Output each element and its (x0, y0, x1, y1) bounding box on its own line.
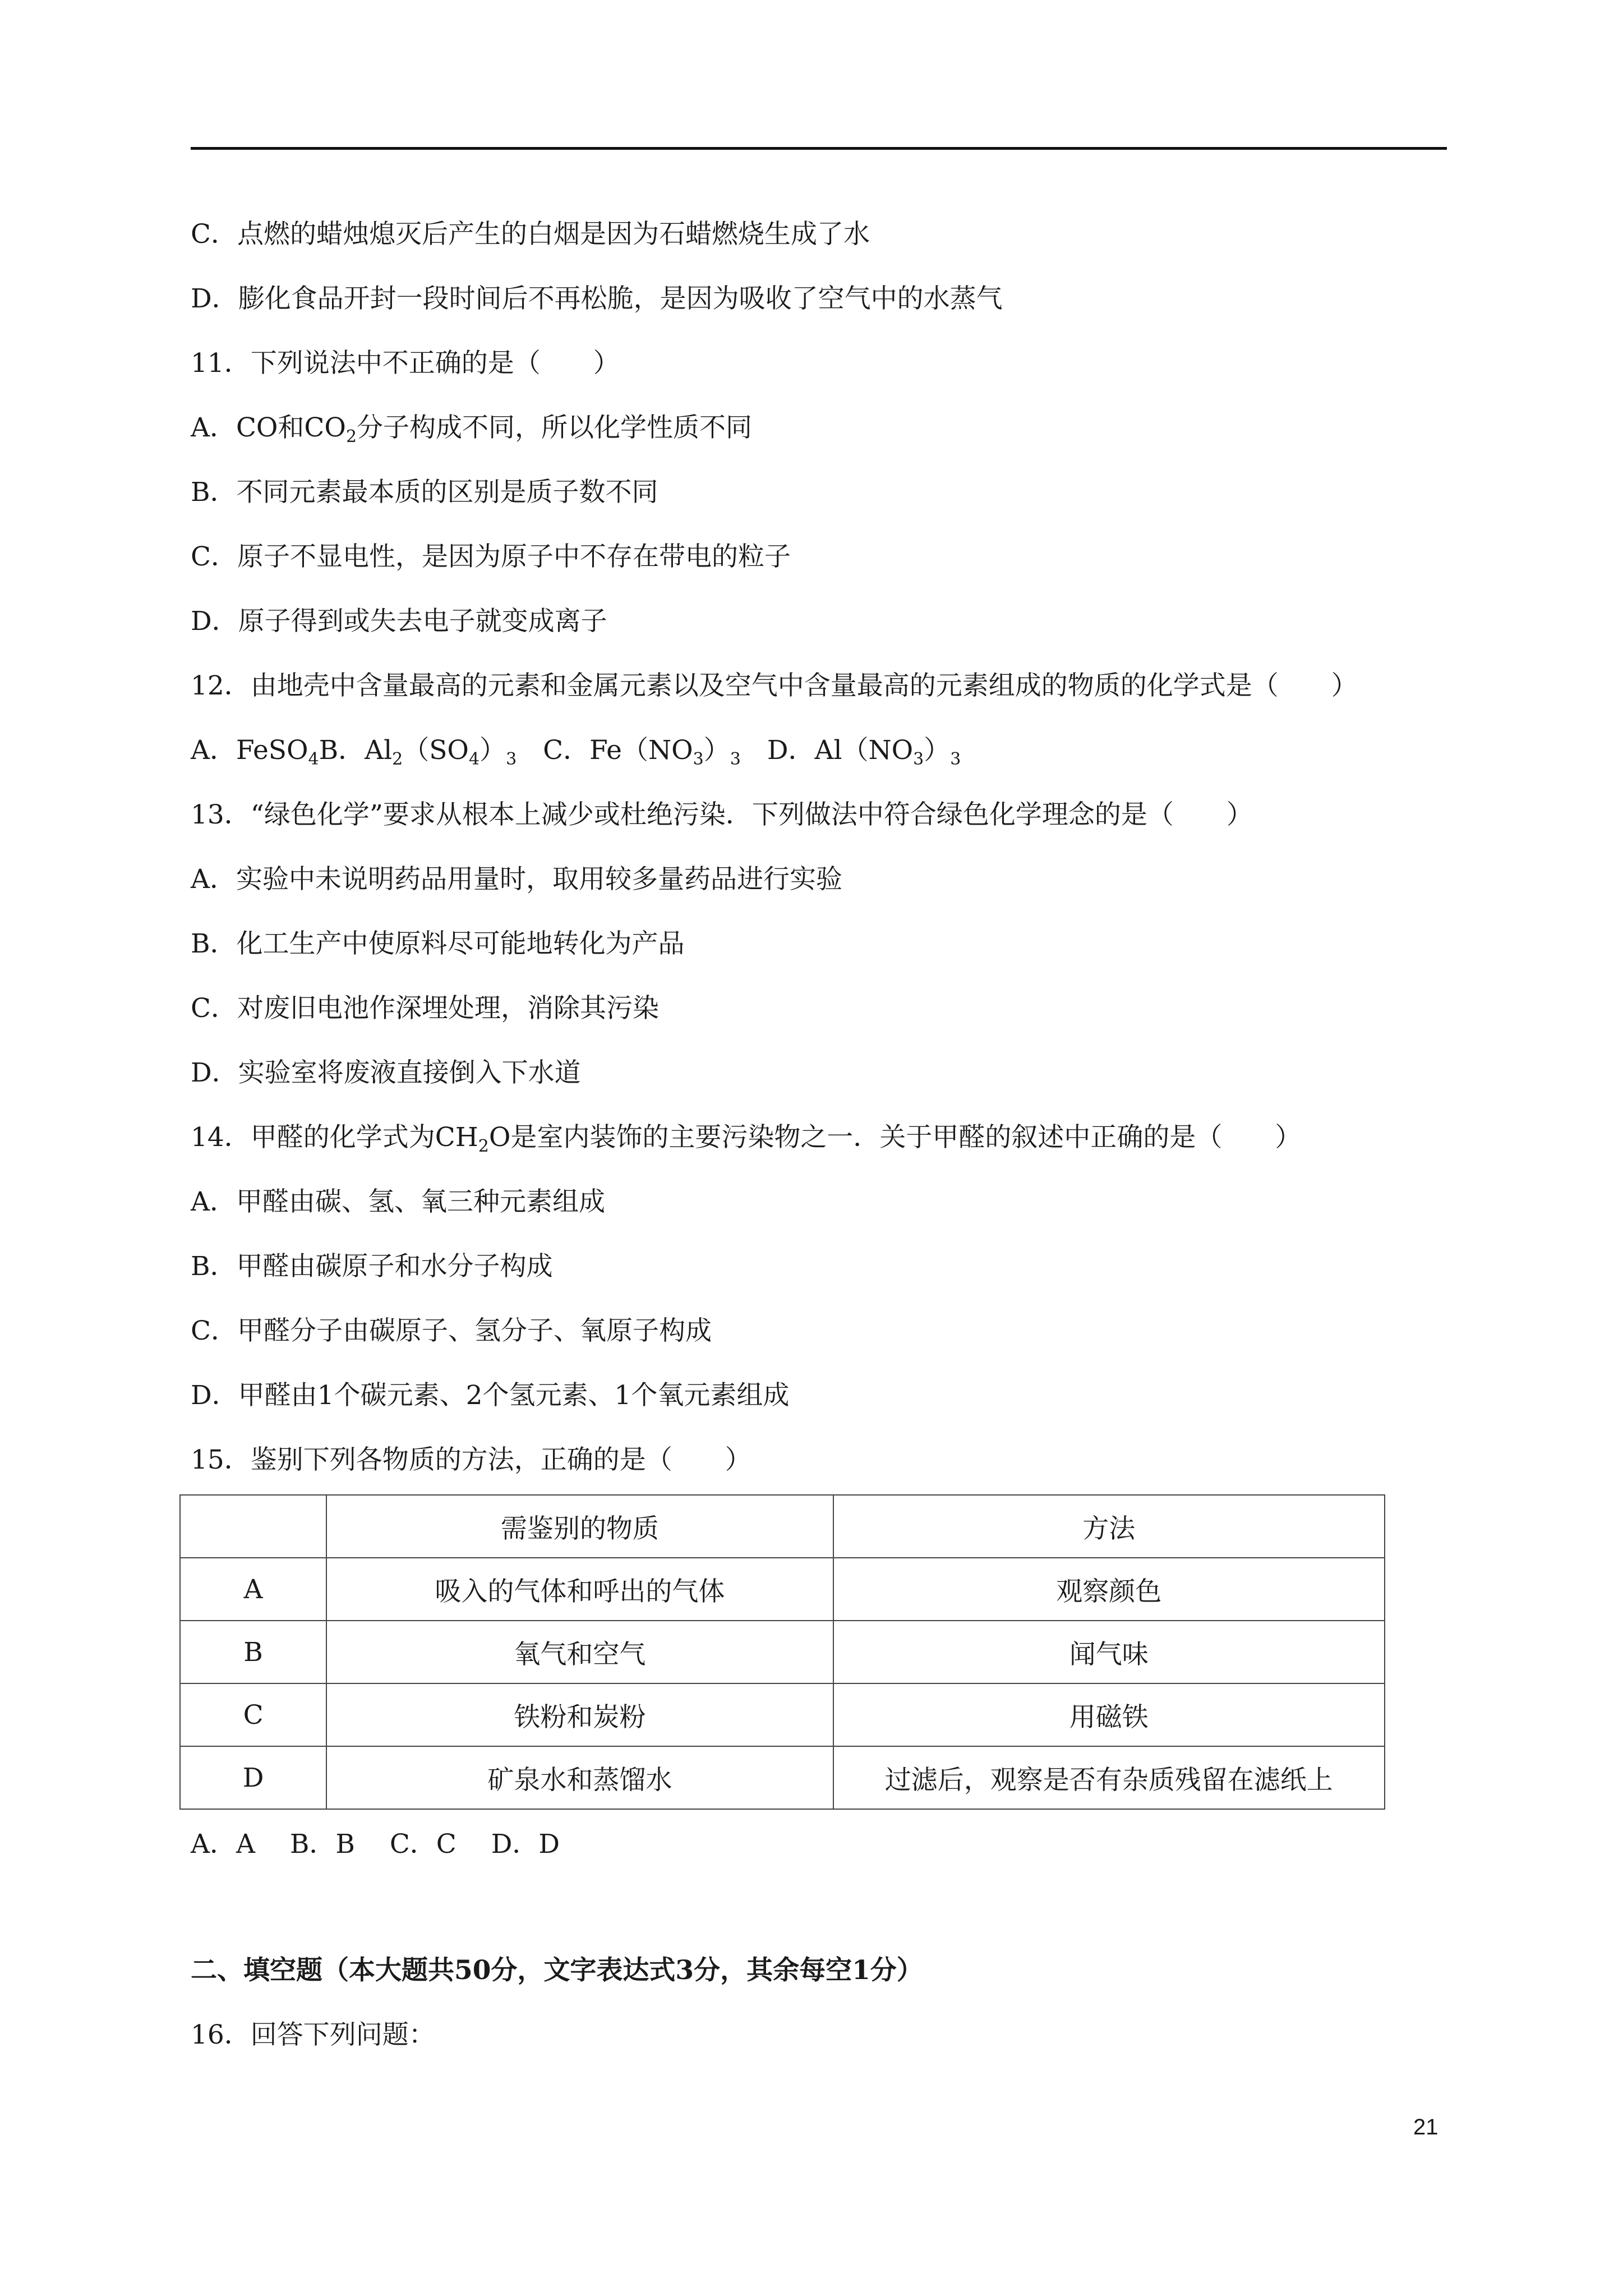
table-cell-substances: 氧气和空气 (326, 1621, 833, 1683)
table-cell-label: D (180, 1746, 326, 1809)
table-header-row (180, 1495, 1385, 1558)
question-14-option-c: C．甲醛分子由碳原子、氢分子、氧原子构成 (191, 1315, 712, 1346)
question-15-options: A．A B．B C．C D．D (191, 1829, 560, 1860)
table-row (180, 1558, 1385, 1621)
question-14-stem: 14．甲醛的化学式为$CH_2O$是室内装饰的主要污染物之一．关于甲醛的叙述中正确的是（ ） (191, 1122, 1302, 1156)
table-cell-method: 用磁铁 (833, 1683, 1385, 1746)
table-cell-substances: 矿泉水和蒸馏水 (326, 1746, 833, 1809)
section-2-heading: 二、填空题（本大题共50分，文字表达式3分，其余每空1分） (191, 1955, 923, 1986)
question-10-option-d: D．膨化食品开封一段时间后不再松脆，是因为吸收了空气中的水蒸气 (191, 283, 1003, 314)
question-13-option-c: C．对废旧电池作深埋处理，消除其污染 (191, 993, 659, 1024)
question-16-stem: 16．回答下列问题： (191, 2019, 435, 2050)
question-12-options: A．FeSO$_4$B．$Al_2(SO_4)_3$ C．$Fe(NO_3)_3$ D．$Al(NO_3)_3$ (191, 735, 961, 769)
question-13-option-a: A．实验中未说明药品用量时，取用较多量药品进行实验 (191, 864, 842, 895)
question-14-option-a: A．甲醛由碳、氢、氧三种元素组成 (191, 1186, 605, 1217)
header-rule (191, 147, 1447, 150)
question-11-option-c: C．原子不显电性，是因为原子中不存在带电的粒子 (191, 541, 791, 572)
table-row (180, 1683, 1385, 1746)
table-cell-substances: 吸入的气体和呼出的气体 (326, 1558, 833, 1621)
table-row (180, 1621, 1385, 1683)
table-cell-method: 观察颜色 (833, 1558, 1385, 1621)
question-13-option-b: B．化工生产中使原料尽可能地转化为产品 (191, 928, 685, 959)
table-cell-label: A (180, 1558, 326, 1621)
page-number: 21 (1413, 2115, 1438, 2139)
question-11-option-a: A．CO和$CO_2$分子构成不同，所以化学性质不同 (191, 412, 753, 447)
question-11-option-b: B．不同元素最本质的区别是质子数不同 (191, 477, 658, 508)
table-header-cell (180, 1495, 326, 1558)
table-header-cell: 需鉴别的物质 (326, 1495, 833, 1558)
table-header-cell: 方法 (833, 1495, 1385, 1558)
question-11-option-d: D．原子得到或失去电子就变成离子 (191, 606, 607, 637)
page-content (191, 202, 1447, 2067)
table-cell-substances: 铁粉和炭粉 (326, 1683, 833, 1746)
question-12-stem: 12．由地壳中含量最高的元素和金属元素以及空气中含量最高的元素组成的物质的化学式是（ ） (191, 670, 1358, 701)
question-13-stem: 13．“绿色化学”要求从根本上减少或杜绝污染．下列做法中符合绿色化学理念的是（ ） (191, 799, 1253, 830)
table-row (180, 1746, 1385, 1809)
question-14-option-d: D．甲醛由1个碳元素、2个氢元素、1个氧元素组成 (191, 1380, 790, 1411)
table-cell-method: 闻气味 (833, 1621, 1385, 1683)
question-11-stem: 11．下列说法中不正确的是（ ） (191, 348, 620, 379)
table-cell-label: B (180, 1621, 326, 1683)
question-15-table (179, 1494, 1385, 1810)
question-10-option-c: C．点燃的蜡烛熄灭后产生的白烟是因为石蜡燃烧生成了水 (191, 219, 870, 250)
question-13-option-d: D．实验室将废液直接倒入下水道 (191, 1057, 581, 1088)
table-cell-method: 过滤后，观察是否有杂质残留在滤纸上 (833, 1746, 1385, 1809)
question-14-option-b: B．甲醛由碳原子和水分子构成 (191, 1251, 553, 1282)
question-15-stem: 15．鉴别下列各物质的方法，正确的是（ ） (191, 1444, 751, 1475)
section-gap (191, 1876, 1447, 1938)
table-cell-label: C (180, 1683, 326, 1746)
